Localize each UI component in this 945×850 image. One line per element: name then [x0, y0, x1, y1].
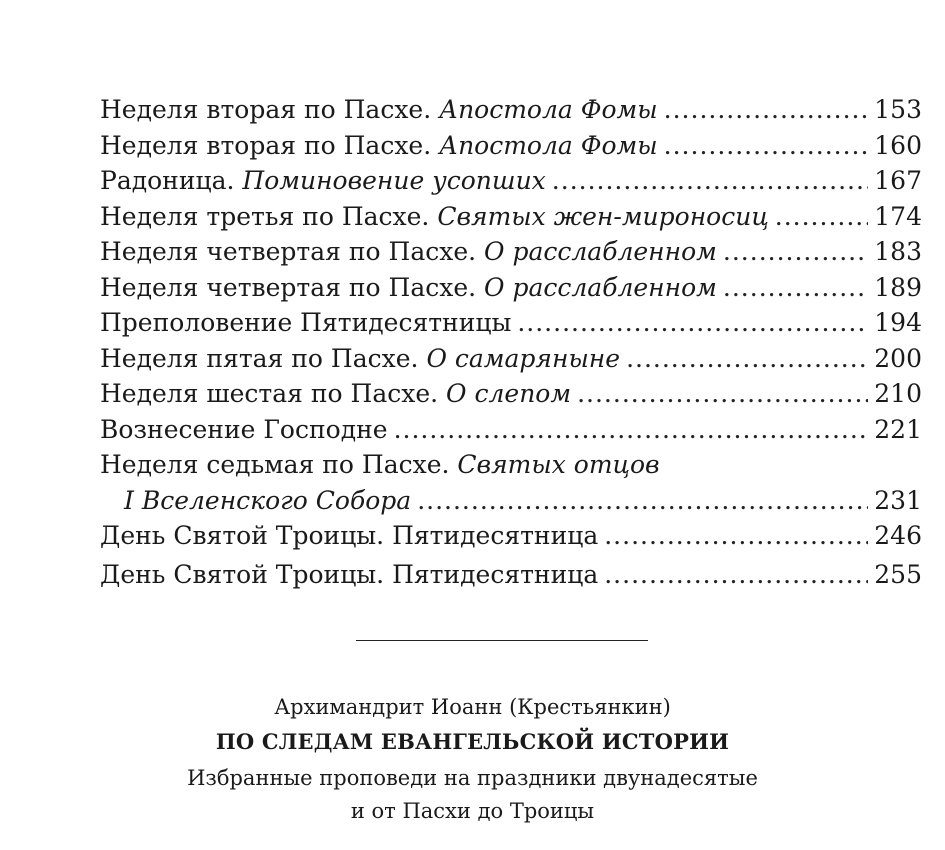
toc-entry-subtitle: Святых жен-мироносиц — [437, 201, 769, 231]
dot-leader — [626, 341, 868, 377]
dot-leader — [723, 270, 868, 306]
toc-entry-title: Неделя вторая по Пасхе. — [100, 130, 432, 160]
imprint-author: Архимандрит Иоанн (Крестьянкин) — [274, 695, 671, 719]
toc-entry-subtitle: О расслабленном — [484, 272, 717, 302]
toc-page-number: 194 — [874, 308, 922, 337]
dot-leader — [664, 92, 868, 128]
toc-entry — [100, 376, 922, 412]
dot-leader — [394, 412, 868, 448]
toc-entry-subtitle: О самаряныне — [426, 343, 621, 373]
toc-page-number: 210 — [874, 379, 922, 408]
dot-leader — [775, 199, 868, 235]
imprint-subtitle-line-2: и от Пасхи до Троицы — [350, 799, 595, 823]
toc-entry-continuation — [100, 483, 922, 519]
toc-page-number: 174 — [874, 201, 922, 231]
toc-entry — [100, 199, 922, 235]
dot-leader — [723, 234, 868, 270]
toc-entry-subtitle: Апостола Фомы — [439, 130, 658, 160]
toc-page-number: 160 — [874, 130, 922, 160]
toc-entry-title: Неделя третья по Пасхе. — [100, 201, 430, 231]
toc-entry-title: Радоница. — [100, 166, 235, 195]
toc-entry-subtitle: Поминовение усопших — [242, 166, 546, 195]
toc-entry — [100, 163, 922, 199]
toc-entry-title: Вознесение Господне — [100, 414, 388, 444]
imprint-block — [0, 692, 945, 828]
toc-entry-subtitle: Святых отцов — [457, 450, 660, 479]
section-divider — [356, 640, 648, 641]
toc-page-number: 153 — [874, 95, 922, 124]
toc-page-number: 231 — [874, 485, 922, 515]
toc-entry-title: Неделя седьмая по Пасхе. — [100, 450, 450, 479]
imprint-subtitle-line-1: Избранные проповеди на праздники двунадесятые — [187, 766, 758, 790]
toc-entry-title: Неделя вторая по Пасхе. — [100, 95, 432, 124]
toc-page-number: 221 — [874, 414, 922, 444]
toc-page-number: 255 — [874, 559, 922, 589]
imprint-title: ПО СЛЕДАМ ЕВАНГЕЛЬСКОЙ ИСТОРИИ — [215, 729, 730, 754]
toc-page-number: 200 — [874, 343, 922, 373]
toc-entry — [100, 557, 922, 593]
toc-entry-subtitle-continued: I Вселенского Собора — [124, 485, 412, 515]
toc-entry — [100, 447, 922, 483]
toc-entry — [100, 128, 922, 164]
dot-leader — [517, 305, 868, 341]
dot-leader — [664, 128, 868, 164]
toc-entry — [100, 270, 922, 306]
toc-entry-title: День Святой Троицы. Пятидесятница — [100, 521, 599, 550]
dot-leader — [417, 483, 868, 519]
dot-leader — [604, 557, 868, 593]
toc-entry-subtitle: О слепом — [446, 379, 572, 408]
dot-leader — [577, 376, 868, 412]
toc-entry-subtitle: О расслабленном — [484, 237, 717, 266]
toc-entry — [100, 518, 922, 554]
toc-entry-title: День Святой Троицы. Пятидесятница — [100, 559, 599, 589]
toc-entry — [100, 341, 922, 377]
toc-page-number: 183 — [874, 237, 922, 266]
toc-entry — [100, 305, 922, 341]
toc-entry — [100, 92, 922, 128]
toc-page-number: 189 — [874, 272, 922, 302]
toc-entry — [100, 412, 922, 448]
toc-entry-subtitle: Апостола Фомы — [439, 95, 658, 124]
toc-entry — [100, 234, 922, 270]
toc-entry-title: Неделя четвертая по Пасхе. — [100, 272, 477, 302]
dot-leader — [552, 163, 868, 199]
toc-entry-title: Неделя четвертая по Пасхе. — [100, 237, 477, 266]
table-of-contents — [100, 92, 922, 592]
toc-entry-title: Неделя пятая по Пасхе. — [100, 343, 419, 373]
toc-page-number: 167 — [874, 166, 922, 195]
dot-leader — [604, 518, 868, 554]
toc-entry-title: Преполовение Пятидесятницы — [100, 308, 512, 337]
toc-page-number: 246 — [874, 521, 922, 550]
toc-entry-title: Неделя шестая по Пасхе. — [100, 379, 439, 408]
